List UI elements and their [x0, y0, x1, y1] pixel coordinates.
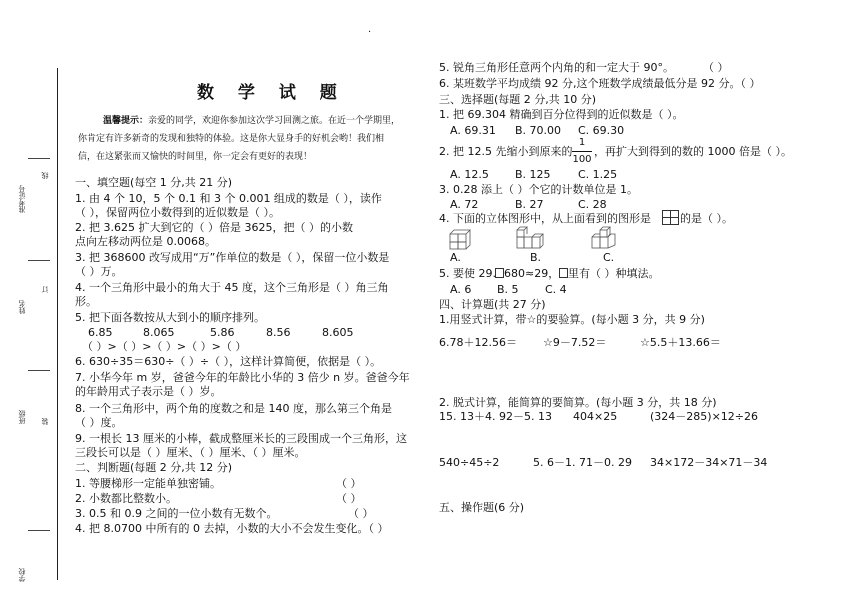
- judge-q2-blank: （ ）: [336, 492, 362, 505]
- judge-q6: 6. 某班数学平均成绩 92 分,这个班数学成绩最低分是 92 分。（ ）: [439, 77, 761, 90]
- calc-item: ☆5.5＋13.66＝: [640, 336, 721, 349]
- seat-number-blank: [28, 158, 50, 159]
- tip-line-2: 你肯定有许多新奇的发现和独特的体验。这是你大显身手的好机会哟！我们相: [78, 134, 385, 144]
- cube-figure-a-icon: [449, 228, 477, 250]
- school-label: 学校: [18, 568, 26, 582]
- q5-number: 6.85: [88, 326, 113, 339]
- section-5-heading: 五、操作题(6 分): [439, 501, 525, 514]
- fill-q7-line2: 的年龄用式子表示是（ ）岁。: [75, 385, 222, 398]
- choice-q5-suffix: 里有（ ）种填法。: [568, 267, 660, 280]
- q5-number: 5.86: [210, 326, 235, 339]
- tip-line-3: 信，在这紧张而又愉快的时间里，你一定会有更好的表现！: [78, 152, 313, 162]
- judge-q3: 3. 0.5 和 0.9 之间的一位小数有无数个。: [75, 507, 278, 520]
- fill-q7-line1: 7. 小华今年 m 岁，爸爸今年的年龄比小华的 3 倍少 n 岁。爸爸今年: [75, 371, 410, 384]
- blank-square-icon: [559, 268, 568, 278]
- choice-q4-prefix: 4. 下面的立体图形中，从上面看到的图形是: [439, 212, 651, 225]
- choice-q5-middle: 680≈29，: [504, 267, 560, 280]
- class-blank: [28, 370, 50, 371]
- school-blank: [28, 530, 50, 531]
- name-blank: [28, 260, 50, 261]
- calc-expression: (324－285)×12÷26: [650, 410, 759, 423]
- zhuang-label: 装: [41, 418, 49, 425]
- q5-order-blanks: （ ）>（ ）>（ ）>（ ）>（ ）: [82, 340, 247, 353]
- choice-q3-option-a: A. 72: [450, 198, 479, 211]
- choice-q3: 3. 0.28 添上（ ）个它的计数单位是 1。: [439, 183, 638, 196]
- judge-q4: 4. 把 8.0700 中所有的 0 去掉，小数的大小不会发生变化。（ ）: [75, 522, 389, 535]
- cube-figure-c-icon: [591, 226, 619, 250]
- fill-q3-line2: （ ）万。: [75, 265, 123, 278]
- section-3-heading: 三、选择题(每题 2 分,共 10 分): [439, 93, 597, 106]
- calc-expression: 5. 6－1. 71－0. 29: [533, 456, 632, 469]
- fraction-numerator: 1: [578, 137, 586, 148]
- calc-item: ☆9－7.52＝: [543, 336, 607, 349]
- choice-q3-option-c: C. 28: [578, 198, 607, 211]
- choice-q2-option-b: B. 125: [515, 168, 551, 181]
- tip-label: 温馨提示：: [103, 116, 149, 126]
- choice-q2-suffix: ，再扩大到得到的数的 1000 倍是（ ）。: [594, 145, 792, 158]
- calc-expression: 15. 13＋4. 92－5. 13: [439, 410, 552, 423]
- judge-q3-blank: （ ）: [348, 507, 374, 520]
- fill-q2-line2: 点向左移动两位是 0.0068。: [75, 235, 216, 248]
- judge-q1-blank: （ ）: [336, 477, 362, 490]
- fill-q4-line2: 形。: [75, 295, 97, 308]
- fill-q6: 6. 630÷35＝630÷（ ）÷（ ），这样计算简便，依据是（ ）。: [75, 355, 382, 368]
- choice-q3-option-b: B. 27: [515, 198, 544, 211]
- choice-q5-option-b: B. 5: [497, 283, 519, 296]
- choice-q5-option-c: C. 4: [545, 283, 567, 296]
- section-2-heading: 二、判断题(每题 2 分,共 12 分): [75, 461, 233, 474]
- fill-q1-line1: 1. 由 4 个 10，5 个 0.1 和 3 个 0.001 组成的数是（ ），读作: [75, 192, 382, 205]
- choice-q5-prefix: 5. 要使 29.: [439, 267, 496, 280]
- q5-number: 8.605: [322, 326, 354, 339]
- fill-q2-line1: 2. 把 3.625 扩大到它的（ ）倍是 3625，把（ ）的小数: [75, 221, 353, 234]
- calc-item: 6.78＋12.56＝: [439, 336, 517, 349]
- q5-number: 8.56: [266, 326, 291, 339]
- fill-q9-line2: 三段长可以是（ ）厘米、（ ）厘米、（ ）厘米。: [75, 446, 306, 459]
- choice-q4-option-c: C.: [603, 251, 615, 264]
- choice-q4-suffix: 的是（ ）。: [680, 212, 733, 225]
- calc-expression: 540÷45÷2: [439, 456, 500, 469]
- fill-q1-line2: （ ），保留两位小数得到的近似数是（ ）。: [75, 206, 280, 219]
- choice-q2-option-c: C. 1.25: [578, 168, 618, 181]
- class-label: 班级: [18, 410, 26, 424]
- choice-q5-option-a: A. 6: [450, 283, 472, 296]
- fraction-denominator: 100: [572, 154, 592, 165]
- tip-line-1: [103, 114, 400, 128]
- calc-expression: 404×25: [573, 410, 618, 423]
- choice-q1-option-c: C. 69.30: [578, 124, 625, 137]
- judge-q2: 2. 小数都比整数小。: [75, 492, 177, 505]
- fill-q3-line1: 3. 把 368600 改写成用“万”作单位的数是（ ），保留一位小数是: [75, 251, 390, 264]
- choice-q1: 1. 把 69.304 精确到百分位得到的近似数是（ ）。: [439, 108, 684, 121]
- fill-q5: 5. 把下面各数按从大到小的顺序排列。: [75, 311, 265, 324]
- judge-q1: 1. 等腰梯形一定能单独密铺。: [75, 477, 221, 490]
- choice-q4-option-b: B.: [530, 251, 542, 264]
- section-4-heading: 四、计算题(共 27 分): [439, 298, 546, 311]
- fill-q8-line2: （ ）度。: [75, 416, 123, 429]
- judge-q5-blank: （ ）: [703, 61, 729, 74]
- calc-part-1: 1.用竖式计算，带☆的要验算。(每小题 3 分，共 9 分): [439, 313, 705, 326]
- name-label: 姓名: [18, 300, 26, 314]
- fill-q4-line1: 4. 一个三角形中最小的角大于 45 度，这个三角形是（ ）角三角: [75, 281, 389, 294]
- top-view-shape-icon: [662, 210, 680, 226]
- choice-q4-option-a: A.: [450, 251, 461, 264]
- line-label: 线: [41, 172, 49, 179]
- section-1-heading: 一、填空题(每空 1 分,共 21 分): [75, 176, 233, 189]
- judge-q5: 5. 锐角三角形任意两个内角的和一定大于 90°。: [439, 61, 674, 74]
- seat-number-label: 准考证号: [18, 185, 26, 213]
- page-title: 数 学 试 题: [197, 83, 346, 103]
- choice-q2-option-a: A. 12.5: [450, 168, 489, 181]
- fraction-bar: [572, 151, 592, 152]
- cube-figure-b-icon: [516, 226, 546, 250]
- q5-number: 8.065: [143, 326, 175, 339]
- choice-q1-option-a: A. 69.31: [450, 124, 496, 137]
- ding-label: 订: [41, 286, 49, 293]
- choice-q1-option-b: B. 70.00: [515, 124, 562, 137]
- fill-q8-line1: 8. 一个三角形中，两个角的度数之和是 140 度，那么第三个角是: [75, 402, 392, 415]
- calc-part-2: 2. 脱式计算，能简算的要简算。(每小题 3 分，共 18 分): [439, 396, 717, 409]
- calc-expression: 34×172－34×71－34: [650, 456, 768, 469]
- blank-square-icon: [495, 268, 504, 278]
- fill-q9-line1: 9. 一根长 13 厘米的小棒，截成整厘米长的三段围成一个三角形，这: [75, 432, 407, 445]
- choice-q2-prefix: 2. 把 12.5 先缩小到原来的: [439, 145, 573, 158]
- binding-line: [57, 68, 58, 580]
- top-dot: .: [368, 24, 372, 35]
- tip-text-1: 亲爱的同学，欢迎你参加这次学习回测之旅。在近一个学期里，: [148, 116, 401, 126]
